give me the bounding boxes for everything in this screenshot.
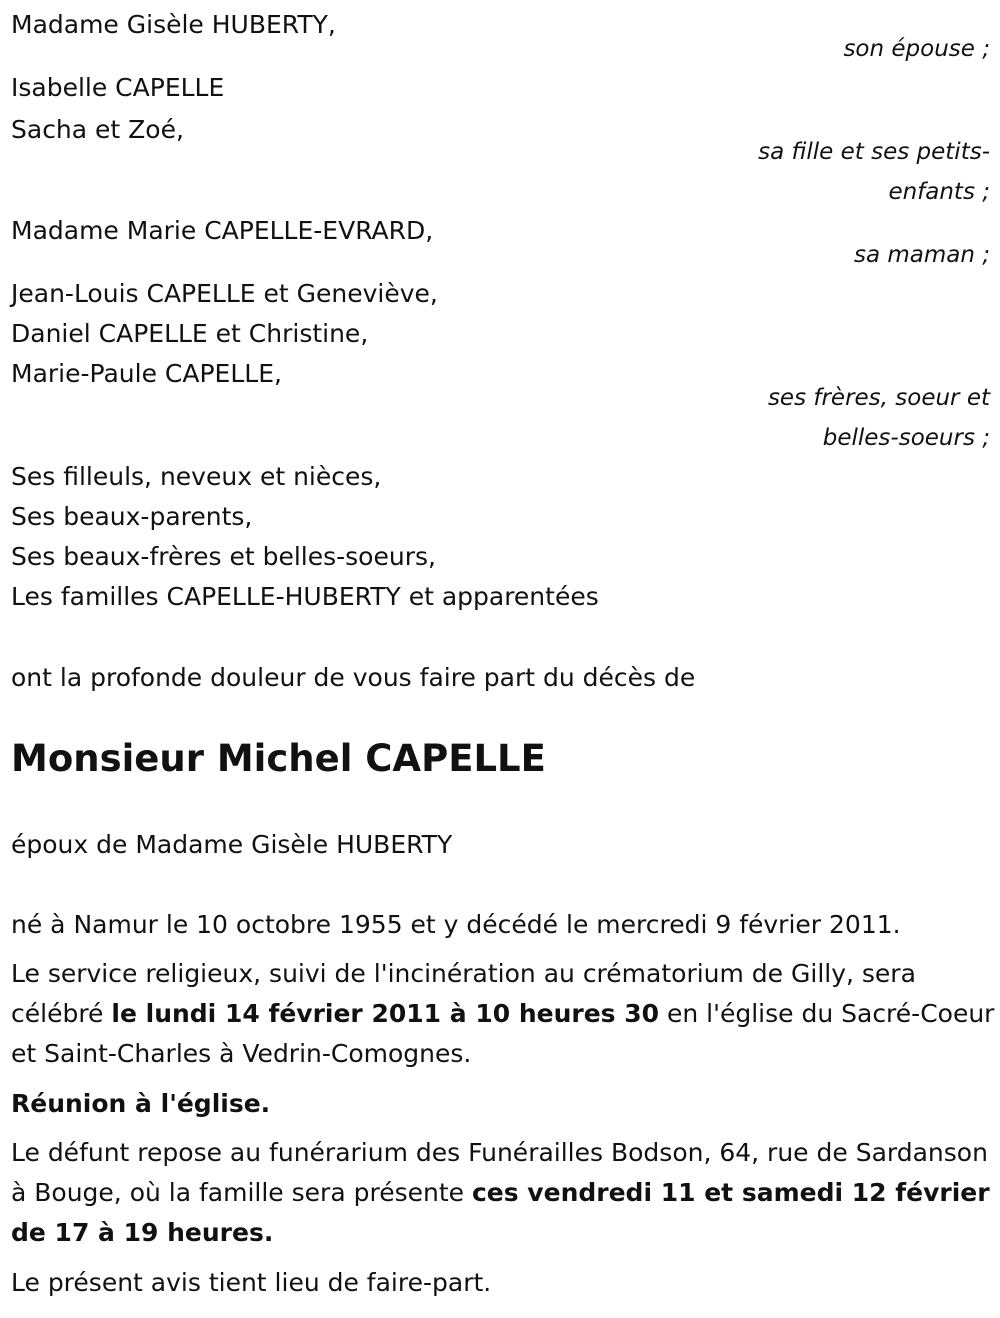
- sibling-1: Jean-Louis CAPELLE et Geneviève,: [11, 279, 438, 308]
- sibling-2: Daniel CAPELLE et Christine,: [11, 319, 369, 348]
- closing-text: Le présent avis tient lieu de faire-part.: [11, 1268, 492, 1297]
- others-line-4: Les familles CAPELLE-HUBERTY et apparentées: [11, 582, 599, 611]
- deceased-name: Monsieur Michel CAPELLE: [11, 737, 546, 780]
- repose-text: Le défunt repose au funérarium des Funérailles Bodson, 64, rue de Sardanson à Bouge, où la famille sera présente: [11, 1138, 988, 1207]
- service-paragraph: [11, 954, 996, 1074]
- children-relation-line-1: sa fille et ses petits-: [758, 139, 990, 165]
- announcement-text: ont la profonde douleur de vous faire part du décès de: [11, 663, 696, 692]
- siblings-relation-line-1: ses frères, soeur et: [767, 385, 990, 411]
- repose-paragraph: [11, 1133, 996, 1253]
- spouse-of-text: époux de Madame Gisèle HUBERTY: [11, 830, 453, 859]
- daughter-name: Isabelle CAPELLE: [11, 73, 225, 102]
- mother-relation: sa maman ;: [853, 242, 990, 268]
- meeting-text: Réunion à l'église.: [11, 1089, 271, 1118]
- service-text-1: Le service religieux, suivi de l'incinération au crématorium de Gilly, sera célébré: [11, 959, 916, 1028]
- others-line-1: Ses filleuls, neveux et nièces,: [11, 462, 382, 491]
- spouse-name: Madame Gisèle HUBERTY,: [11, 10, 336, 39]
- spouse-relation: son épouse ;: [843, 36, 990, 62]
- others-line-2: Ses beaux-parents,: [11, 502, 253, 531]
- visit-times: ces vendredi 11 et samedi 12 février de 17 à 19 heures.: [11, 1178, 990, 1247]
- sibling-3: Marie-Paule CAPELLE,: [11, 359, 282, 388]
- grandchildren-names: Sacha et Zoé,: [11, 115, 184, 144]
- siblings-relation-line-2: belles-soeurs ;: [822, 425, 990, 451]
- service-date: le lundi 14 février 2011 à 10 heures 30: [111, 999, 660, 1028]
- children-relation-line-2: enfants ;: [888, 179, 990, 205]
- mother-name: Madame Marie CAPELLE-EVRARD,: [11, 216, 434, 245]
- birth-death-text: né à Namur le 10 octobre 1955 et y décédé le mercredi 9 février 2011.: [11, 910, 901, 939]
- others-line-3: Ses beaux-frères et belles-soeurs,: [11, 542, 436, 571]
- service-text-2: en l'église du Sacré-Coeur et Saint-Charles à Vedrin-Comognes.: [11, 999, 995, 1068]
